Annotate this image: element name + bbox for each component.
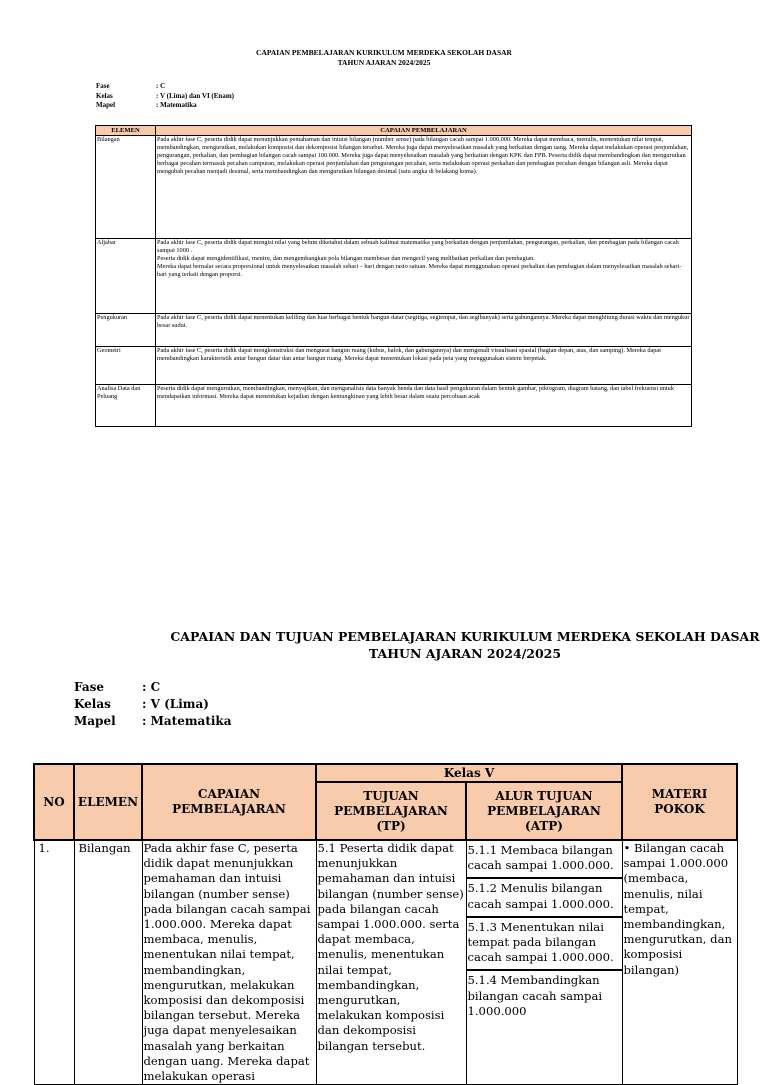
capaian-cell: Pada akhir fase C, peserta didik dapat mengisi nilai yang belum diketahui dalam sebuah kalimat matematika yang berkaitan dengan penjumlahan, pengurangan, perkalian, dan pembagian pada bilangan cacah sampai 1000 . Peserta didik dapat mengidentifikasi, meniru, dan mengembangkan pola bilangan membesar dan mengecil yang melibatkan perkalian dan pembagian. Mereka dapat bernalar secara proporsional untuk menyelesaikan masalah sehari – hari dengan rasio satuan. Mereka dapat menggunakan operasi perkalian dan pembagian dalam menyelesaikan masalah sehari-hari yang terkait dengan proporsi. [156,239,692,314]
capaian-cell: Pada akhir fase C, peserta didik dapat menunjukkan pemahaman dan intuisi bilangan (number sense) pada bilangan cacah sampai 1.000.000. Mereka dapat membaca, menulis, menentukan nilai tempat, membandingkan, mengurutkan, melakukan komposisi dan dekomposisi bilangan tersebut. Mereka juga dapat menyelesaikan masalah yang berkaitan dengan uang. Mereka dapat melakukan operasi penjumlahan, pengurangan, perkalian, dan pembagian bilangan cacah sampai 100.000. Mereka juga dapat menyelesaikan masalah yang berkaitan dengan KPK dan FPB. Peserta didik dapat membandingkan dan mengurutkan berbagai pecahan termasuk pecahan campuran, melakukan operasi penjumlahan dan pengurangan pecahan, serta melakukan operasi perkalian dan pembagian pecahan dengan bilangan asli. Mereka dapat mengubah pecahan menjadi desimal, serta membandingkan dan mengurutkan bilangan desimal (satu angka di belakang koma). [156,136,692,239]
page2-title-line1: CAPAIAN DAN TUJUAN PEMBELAJARAN KURIKULUM MERDEKA SEKOLAH DASAR [170,629,760,644]
table-row [96,347,692,385]
page2-meta [74,679,232,730]
header-elemen: ELEMEN [96,126,156,136]
meta-mapel [74,713,232,730]
capaian-cell: Pada akhir fase C, peserta didik dapat menunjukkan pemahaman dan intuisi bilangan (number sense) pada bilangan cacah sampai 1.000.000. Mereka dapat membaca, menulis, menentukan nilai tempat, membandingkan, mengurutkan, melakukan komposisi dan dekomposisi bilangan tersebut. Mereka juga dapat menyelesaikan masalah yang berkaitan dengan uang. Mereka dapat melakukan operasi [142,840,316,1085]
header-no: NO [34,764,74,840]
header-tp: TUJUAN PEMBELAJARAN (TP) [316,782,466,840]
header-capaian: CAPAIAN PEMBELAJARAN [156,126,692,136]
table-row [96,239,692,314]
meta-value: : C [142,680,161,694]
atp-item: 5.1.2 Menulis bilangan cacah sampai 1.000.000. [467,879,622,917]
meta-mapel [96,101,234,111]
page2-title [135,628,768,662]
page1-title-line2: TAHUN AJARAN 2024/2025 [337,58,431,67]
meta-label: Fase [74,680,105,694]
meta-kelas [96,92,234,102]
atp-item: 5.1.1 Membaca bilangan cacah sampai 1.000.000. [467,841,622,879]
meta-fase [74,679,232,696]
page1-title-line1: CAPAIAN PEMBELAJARAN KURIKULUM MERDEKA SEKOLAH DASAR [256,48,512,57]
meta-label: Mapel [74,714,116,728]
meta-value: : Matematika [156,101,197,109]
meta-value: : V (Lima) [142,697,209,711]
meta-value: : V (Lima) dan VI (Enam) [156,91,234,100]
materi-cell: • Bilangan cacah sampai 1.000.000 (membaca, menulis, nilai tempat, membandingkan, mengurutkan, dan komposisi bilangan) [622,840,737,1085]
header-atp: ALUR TUJUAN PEMBELAJARAN (ATP) [466,782,622,840]
page2-title-line2: TAHUN AJARAN 2024/2025 [368,646,562,661]
meta-label: Mapel [96,101,116,109]
table-row [96,136,692,239]
capaian-cell: Pada akhir fase C, peserta didik dapat menentukan keliling dan luas berbagai bentuk bangun datar (segitiga, segiempat, dan segibanyak) serta gabungannya. Mereka dapat menghitung durasi waktu dan mengukur besar sudut. [156,314,692,347]
meta-label: Fase [96,82,110,90]
elemen-cell: Bilangan [74,840,142,1085]
atp-item: 5.1.4 Membandingkan bilangan cacah sampai 1.000.000 [467,973,603,1018]
no-cell: 1. [34,840,74,1085]
meta-fase [96,82,234,92]
tujuan-table [33,763,738,1085]
page1-title [0,48,768,68]
capaian-cell: Peserta didik dapat mengurutkan, membandingkan, menyajikan, dan menganalisis data banyak benda dan data hasil pengukuran dalam bentuk gambar, piktogram, diagram batang, dan tabel frekuensi untuk mendapatkan informasi. Mereka dapat menentukan kejadian dengan kemungkinan yang lebih besar dalam suatu percobaan acak [156,385,692,427]
elemen-cell: Aljabar [96,239,156,314]
capaian-cell: Pada akhir fase C, peserta didik dapat mengkonstruksi dan mengurai bangun ruang (kubus, balok, dan gabungannya) dan mengenali visualisasi spasial (bagian depan, atas, dan samping). Mereka dapat membandingkan karakteristik antar bangun datar dan antar bangun ruang. Mereka dapat menentukan lokasi pada peta yang menggunakan sistem berpetak. [156,347,692,385]
header-capaian: CAPAIAN PEMBELAJARAN [142,764,316,840]
capaian-table [95,125,692,427]
elemen-cell: Pengukuran [96,314,156,347]
elemen-cell: Analisa Data dan Peluang [96,385,156,427]
header-materi: MATERI POKOK [622,764,737,840]
table-row [96,314,692,347]
meta-label: Kelas [74,697,111,711]
meta-label: Kelas [96,91,113,100]
atp-item: 5.1.3 Menentukan nilai tempat pada bilangan cacah sampai 1.000.000. [467,918,622,972]
meta-value: : Matematika [142,714,232,728]
page1-meta [96,82,234,111]
elemen-cell: Bilangan [96,136,156,239]
table-row [96,385,692,427]
tp-cell: 5.1 Peserta didik dapat menunjukkan pemahaman dan intuisi bilangan (number sense) pada bilangan cacah sampai 1.000.000. serta dapat membaca, menulis, menentukan nilai tempat, membandingkan, mengurutkan, melakukan komposisi dan dekomposisi bilangan tersebut. [316,840,466,1085]
header-elemen: ELEMEN [74,764,142,840]
table-row [34,840,737,1085]
meta-value: : C [156,82,166,90]
header-kelas: Kelas V [316,764,622,782]
meta-kelas [74,696,232,713]
atp-cell [466,840,622,1085]
elemen-cell: Geometri [96,347,156,385]
